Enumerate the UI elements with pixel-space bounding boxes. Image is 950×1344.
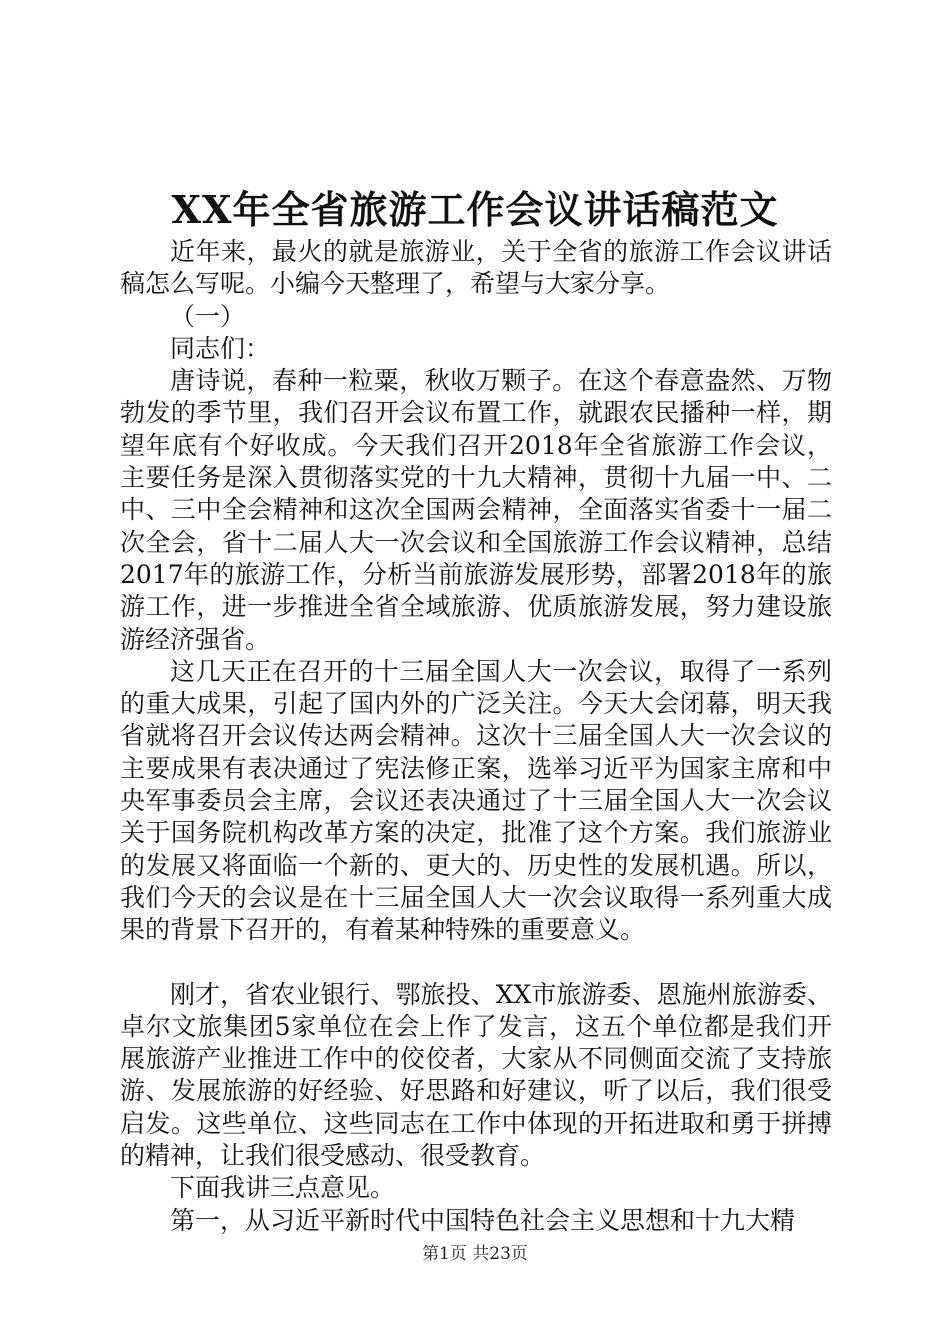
body-paragraph: 第一，从习近平新时代中国特色社会主义思想和十九大精 <box>170 1205 796 1235</box>
body-paragraph: 这几天正在召开的十三届全国人大一次会议，取得了一系列的重大成果，引起了国内外的广泛关注。今天大会闭幕，明天我省就将召开会议传达两会精神。这次十三届全国人大一次会议的主要成果有表决通过了宪法修正案，选举习近平为国家主席和中央军事委员会主席，会议还表决通过了十三届全国人大一次会议关于国务院机构改革方案的决定，批准了这个方案。我们旅游业的发展又将面临一个新的、更大的、历史性的发展机遇。所以，我们今天的会议是在十三届全国人大一次会议取得一系列重大成果的背景下召开的，有着某种特殊的重要意义。 <box>120 656 832 945</box>
document-body <box>120 236 832 1237</box>
section-number: （一） <box>170 301 246 331</box>
page-number-footer: 第1页 共23页 <box>422 1244 528 1264</box>
salutation: 同志们： <box>170 333 271 363</box>
intro-paragraph: 近年来，最火的就是旅游业，关于全省的旅游工作会议讲话稿怎么写呢。小编今天整理了，希望与大家分享。 <box>120 237 832 299</box>
document-title: XX年全省旅游工作会议讲话稿范文 <box>171 187 779 232</box>
body-paragraph: 下面我讲三点意见。 <box>170 1173 396 1203</box>
paragraph-spacer <box>120 947 832 979</box>
body-paragraph: 唐诗说，春种一粒粟，秋收万颗子。在这个春意盎然、万物勃发的季节里，我们召开会议布置工作，就跟农民播种一样，期望年底有个好收成。今天我们召开2018年全省旅游工作会议，主要任务是深入贯彻落实党的十九大精神，贯彻十九届一中、二中、三中全会精神和这次全国两会精神，全面落实省委十一届二次全会，省十二届人大一次会议和全国旅游工作会议精神，总结2017年的旅游工作，分析当前旅游发展形势，部署2018年的旅游工作，进一步推进全省全域旅游、优质旅游发展，努力建设旅游经济强省。 <box>120 366 832 654</box>
body-paragraph: 刚才，省农业银行、鄂旅投、XX市旅游委、恩施州旅游委、卓尔文旅集团5家单位在会上作了发言，这五个单位都是我们开展旅游产业推进工作中的佼佼者，大家从不同侧面交流了支持旅游、发展旅游的好经验、好思路和好建议，听了以后，我们很受启发。这些单位、这些同志在工作中体现的开拓进取和勇于拼搏的精神，让我们很受感动、很受教育。 <box>120 979 832 1171</box>
